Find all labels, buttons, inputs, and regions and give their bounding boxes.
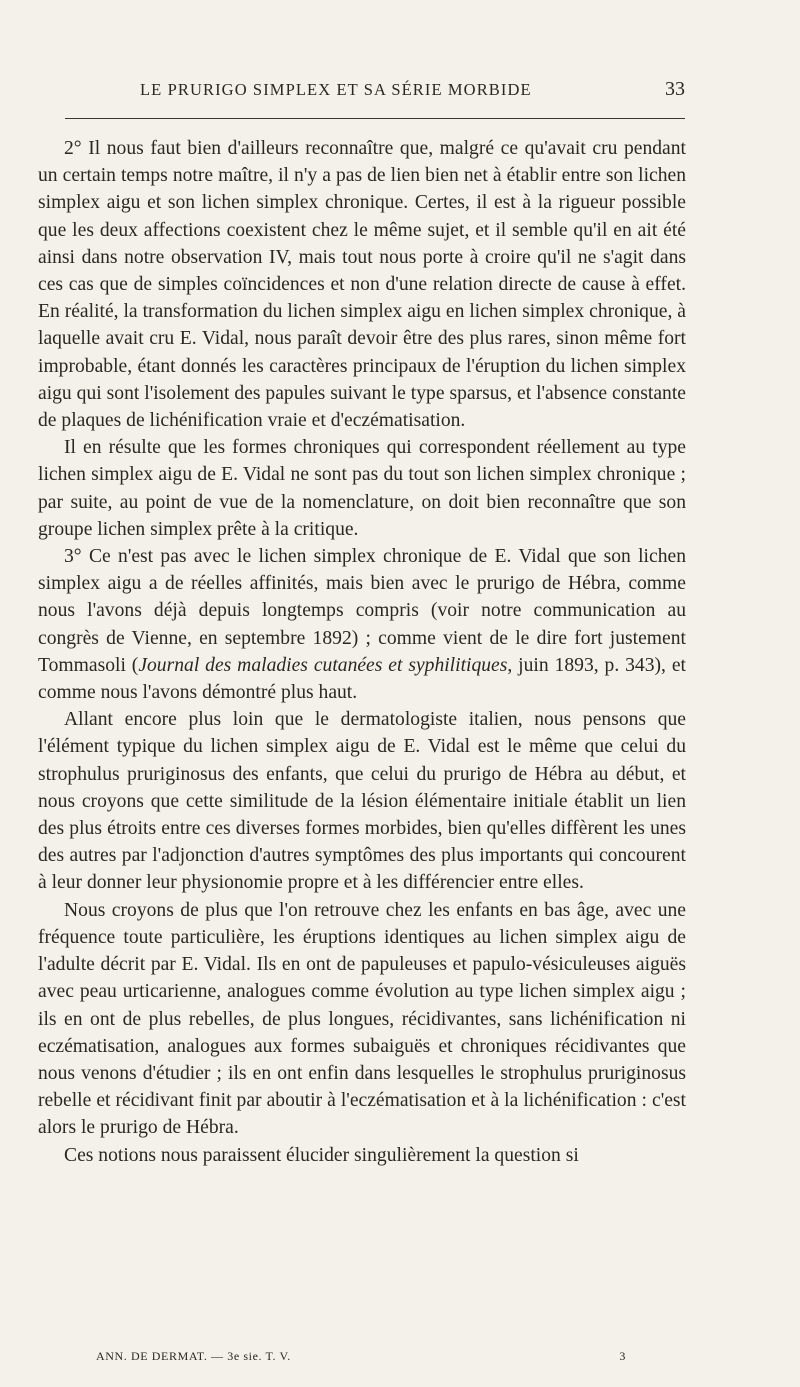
- paragraph: [38, 543, 686, 706]
- paragraph: Allant encore plus loin que le dermatologiste italien, nous pensons que l'élément typique du lichen simplex aigu de E. Vidal est le même que celui du strophulus pruriginosus des enfants, que celui du prurigo de Hébra au début, et nous croyons que cette similitude de la lésion élémentaire initiale établit un lien des plus étroits entre ces diverses formes morbides, bien qu'elles diffèrent les unes des autres par l'adjonction d'autres symptômes des plus importants qui concourent à leur donner leur physionomie propre et à les différencier entre elles.: [38, 709, 686, 894]
- page-number: 33: [665, 78, 685, 100]
- paragraph-text: , juin 1893, p. 343), et comme nous l'avons démontré plus haut.: [38, 654, 686, 704]
- running-title: LE PRURIGO SIMPLEX ET SA SÉRIE MORBIDE: [140, 80, 532, 99]
- signature-mark: 3: [619, 1349, 626, 1363]
- running-head: [65, 80, 685, 104]
- header-rule: [65, 118, 685, 119]
- footer-journal-ref: ANN. DE DERMAT. — 3e sie. T. V.: [96, 1349, 291, 1363]
- paragraph: Nous croyons de plus que l'on retrouve chez les enfants en bas âge, avec une fréquence toute particulière, les éruptions identiques au lichen simplex aigu de l'adulte décrit par E. Vidal. Ils en ont de papuleuses et papulo-vésiculeuses aiguës avec peau urticarienne, analogues comme évolution au type lichen simplex aigu ; ils en ont de plus rebelles, de plus longues, récidivantes, sans lichénification ni eczématisation, analogues aux formes subaiguës et chroniques récidivantes que nous venons d'étudier ; ils en ont enfin dans lesquelles le strophulus pruriginosus rebelle et récidivant finit par aboutir à l'eczématisation et à la lichénification : c'est alors le prurigo de Hébra.: [38, 899, 686, 1139]
- paragraph: Ces notions nous paraissent élucider singulièrement la question si: [64, 1144, 579, 1166]
- journal-title: Journal des maladies cutanées et syphilitiques: [138, 654, 508, 676]
- paragraph: 2° Il nous faut bien d'ailleurs reconnaître que, malgré ce qu'avait cru pendant un certain temps notre maître, il n'y a pas de lien bien net à établir entre son lichen simplex aigu et son lichen simplex chronique. Certes, il est à la rigueur possible que les deux affections coexistent chez le même sujet, et il semble qu'il en ait été ainsi dans notre observation IV, mais tout nous porte à croire qu'il ne s'agit dans ces cas que de simples coïncidences et non d'une relation directe de cause à effet. En réalité, la transformation du lichen simplex aigu en lichen simplex chronique, à laquelle avait cru E. Vidal, nous paraît devoir être des plus rares, sinon même fort improbable, étant donnés les caractères principaux de l'éruption du lichen simplex aigu qui sont l'isolement des papules suivant le type sparsus, et l'absence constante de plaques de lichénification vraie et d'eczématisation.: [38, 138, 686, 432]
- paragraph-text: 3° Ce n'est pas avec le lichen simplex chronique de E. Vidal que son lichen simplex aigu a de réelles affinités, mais bien avec le prurigo de Hébra, comme nous l'avons déjà depuis longtemps compris (voir notre communication au congrès de Vienne, en septembre 1892) ; comme vient de le dire fort justement Tommasoli (: [38, 546, 686, 676]
- paragraph: Il en résulte que les formes chroniques qui correspondent réellement au type lichen simplex aigu de E. Vidal ne sont pas du tout son lichen simplex chronique ; par suite, au point de vue de la nomenclature, on doit bien reconnaître que son groupe lichen simplex prête à la critique.: [38, 437, 686, 540]
- body-text: [38, 135, 686, 1169]
